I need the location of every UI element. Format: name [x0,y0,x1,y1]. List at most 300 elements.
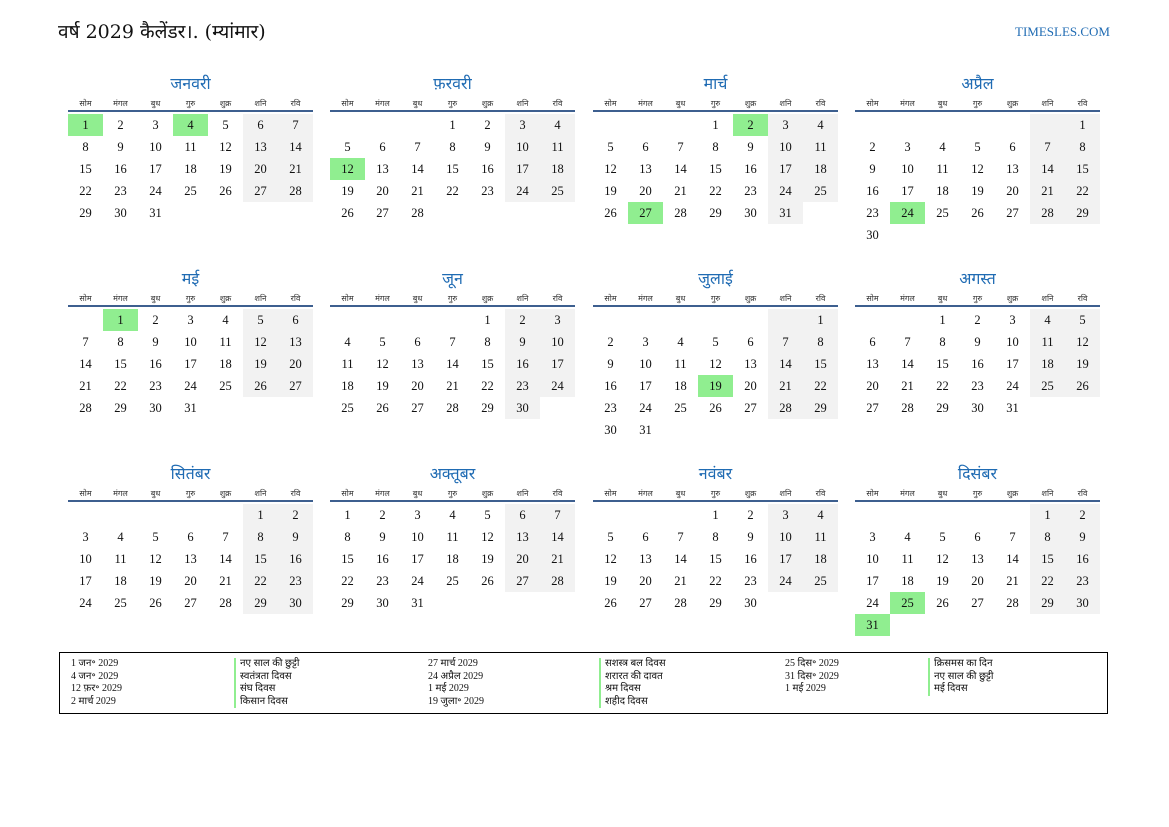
day-cell[interactable]: 8 [484,335,491,349]
day-cell[interactable]: 23 [376,574,389,588]
day-cell[interactable]: 1 [712,508,719,522]
day-cell[interactable]: 20 [243,158,278,180]
day-cell[interactable]: 29 [79,206,92,220]
day-cell[interactable]: 16 [278,548,313,570]
day-cell[interactable]: 30 [866,228,879,242]
day-cell[interactable]: 18 [219,357,232,371]
day-cell[interactable]: 16 [1065,548,1100,570]
day-cell[interactable]: 16 [505,353,540,375]
day-cell[interactable]: 11 [219,335,232,349]
day-cell[interactable]: 14 [674,552,687,566]
day-cell[interactable]: 28 [446,401,459,415]
day-cell[interactable]: 25 [803,570,838,592]
day-cell[interactable]: 18 [674,379,687,393]
day-cell[interactable]: 7 [222,530,229,544]
day-cell[interactable]: 19 [971,184,984,198]
day-cell[interactable]: 22 [1065,180,1100,202]
day-cell[interactable]: 18 [540,158,575,180]
day-cell[interactable]: 27 [866,401,879,415]
day-cell[interactable]: 15 [114,357,127,371]
day-cell[interactable]: 29 [243,592,278,614]
day-cell[interactable]: 22 [243,570,278,592]
day-cell[interactable]: 3 [1009,313,1016,327]
day-cell[interactable]: 16 [481,162,494,176]
day-cell[interactable]: 5 [243,309,278,331]
day-cell[interactable]: 11 [803,136,838,158]
day-cell[interactable]: 1 [243,504,278,526]
day-cell[interactable]: 15 [341,552,354,566]
day-cell[interactable]: 26 [243,375,278,397]
day-cell[interactable]: 9 [607,357,614,371]
day-cell[interactable]: 4 [803,114,838,136]
day-cell[interactable]: 9 [152,335,159,349]
day-cell[interactable]: 3 [904,140,911,154]
day-cell[interactable]: 15 [709,162,722,176]
day-cell[interactable]: 10 [540,331,575,353]
day-cell[interactable]: 10 [184,335,197,349]
day-cell[interactable]: 24 [639,401,652,415]
day-cell[interactable]: 23 [1065,570,1100,592]
day-cell[interactable]: 23 [114,184,127,198]
day-cell[interactable]: 20 [376,184,389,198]
day-cell[interactable]: 15 [79,162,92,176]
day-cell[interactable]: 1 [344,508,351,522]
day-cell[interactable]: 2 [117,118,124,132]
day-cell[interactable]: 25 [219,379,232,393]
day-cell[interactable]: 7 [414,140,421,154]
day-cell[interactable]: 19 [376,379,389,393]
day-cell[interactable]: 11 [540,136,575,158]
day-cell[interactable]: 6 [243,114,278,136]
day-cell[interactable]: 6 [414,335,421,349]
day-cell[interactable]: 14 [278,136,313,158]
day-cell[interactable]: 22 [341,574,354,588]
day-cell[interactable]: 10 [411,530,424,544]
day-cell[interactable]: 28 [278,180,313,202]
day-cell[interactable]: 14 [219,552,232,566]
day-cell[interactable]: 19 [341,184,354,198]
day-cell[interactable]: 26 [219,184,232,198]
day-cell[interactable]: 4 [677,335,684,349]
day-cell[interactable]: 28 [540,570,575,592]
day-cell[interactable]: 13 [376,162,389,176]
day-cell[interactable]: 5 [344,140,351,154]
day-cell[interactable]: 8 [82,140,89,154]
day-cell[interactable]: 7 [768,331,803,353]
day-cell[interactable]: 22 [803,375,838,397]
day-cell[interactable]: 28 [674,596,687,610]
day-cell[interactable]: 31 [639,423,652,437]
day-cell[interactable]: 3 [414,508,421,522]
day-cell[interactable]: 6 [379,140,386,154]
day-cell[interactable]: 14 [1030,158,1065,180]
day-cell[interactable]: 27 [639,596,652,610]
day-cell[interactable]: 8 [1030,526,1065,548]
day-cell[interactable]: 24 [184,379,197,393]
day-cell[interactable]: 30 [505,397,540,419]
day-cell[interactable]: 27 [411,401,424,415]
day-cell[interactable]: 5 [607,530,614,544]
day-cell[interactable]: 23 [866,206,879,220]
day-cell[interactable]: 12 [330,158,365,180]
day-cell[interactable]: 17 [901,184,914,198]
day-cell[interactable]: 10 [505,136,540,158]
day-cell[interactable]: 4 [344,335,351,349]
day-cell[interactable]: 28 [901,401,914,415]
day-cell[interactable]: 14 [1006,552,1019,566]
day-cell[interactable]: 30 [604,423,617,437]
day-cell[interactable]: 4 [222,313,229,327]
day-cell[interactable]: 15 [709,552,722,566]
day-cell[interactable]: 2 [869,140,876,154]
day-cell[interactable]: 6 [642,530,649,544]
day-cell[interactable]: 1 [484,313,491,327]
day-cell[interactable]: 4 [117,530,124,544]
day-cell[interactable]: 25 [184,184,197,198]
day-cell[interactable]: 12 [604,552,617,566]
day-cell[interactable]: 28 [411,206,424,220]
day-cell[interactable]: 8 [712,530,719,544]
day-cell[interactable]: 21 [901,379,914,393]
day-cell[interactable]: 25 [936,206,949,220]
day-cell[interactable]: 16 [376,552,389,566]
day-cell[interactable]: 19 [243,353,278,375]
day-cell[interactable]: 15 [936,357,949,371]
day-cell[interactable]: 29 [709,206,722,220]
day-cell[interactable]: 21 [1030,180,1065,202]
day-cell[interactable]: 11 [446,530,459,544]
day-cell[interactable]: 22 [1030,570,1065,592]
day-cell[interactable]: 2 [505,309,540,331]
day-cell[interactable]: 19 [481,552,494,566]
day-cell[interactable]: 6 [505,504,540,526]
day-cell[interactable]: 21 [674,184,687,198]
day-cell[interactable]: 11 [901,552,914,566]
day-cell[interactable]: 13 [866,357,879,371]
day-cell[interactable]: 17 [866,574,879,588]
day-cell[interactable]: 4 [939,140,946,154]
day-cell[interactable]: 10 [768,526,803,548]
day-cell[interactable]: 6 [747,335,754,349]
day-cell[interactable]: 19 [149,574,162,588]
day-cell[interactable]: 17 [768,548,803,570]
day-cell[interactable]: 2 [607,335,614,349]
day-cell[interactable]: 10 [768,136,803,158]
day-cell[interactable]: 26 [604,206,617,220]
day-cell[interactable]: 2 [278,504,313,526]
day-cell[interactable]: 14 [446,357,459,371]
day-cell[interactable]: 2 [484,118,491,132]
day-cell[interactable]: 1 [1065,114,1100,136]
day-cell[interactable]: 28 [674,206,687,220]
day-cell[interactable]: 12 [604,162,617,176]
day-cell[interactable]: 8 [117,335,124,349]
day-cell[interactable]: 5 [1065,309,1100,331]
day-cell[interactable]: 13 [639,552,652,566]
day-cell[interactable]: 22 [709,184,722,198]
day-cell[interactable]: 20 [505,548,540,570]
day-cell[interactable]: 12 [1065,331,1100,353]
day-cell[interactable]: 24 [149,184,162,198]
day-cell[interactable]: 30 [744,596,757,610]
day-cell[interactable]: 9 [505,331,540,353]
day-cell[interactable]: 4 [173,114,208,136]
day-cell[interactable]: 6 [187,530,194,544]
day-cell[interactable]: 8 [939,335,946,349]
day-cell[interactable]: 24 [890,202,925,224]
day-cell[interactable]: 20 [639,184,652,198]
day-cell[interactable]: 8 [449,140,456,154]
day-cell[interactable]: 5 [222,118,229,132]
day-cell[interactable]: 5 [152,530,159,544]
day-cell[interactable]: 3 [540,309,575,331]
day-cell[interactable]: 18 [341,379,354,393]
day-cell[interactable]: 10 [79,552,92,566]
day-cell[interactable]: 31 [184,401,197,415]
day-cell[interactable]: 6 [869,335,876,349]
day-cell[interactable]: 9 [869,162,876,176]
day-cell[interactable]: 27 [376,206,389,220]
day-cell[interactable]: 31 [411,596,424,610]
day-cell[interactable]: 25 [1030,375,1065,397]
day-cell[interactable]: 4 [803,504,838,526]
day-cell[interactable]: 16 [149,357,162,371]
day-cell[interactable]: 21 [411,184,424,198]
day-cell[interactable]: 12 [243,331,278,353]
day-cell[interactable]: 24 [79,596,92,610]
day-cell[interactable]: 28 [79,401,92,415]
day-cell[interactable]: 3 [642,335,649,349]
day-cell[interactable]: 8 [344,530,351,544]
day-cell[interactable]: 23 [744,574,757,588]
day-cell[interactable]: 18 [803,158,838,180]
day-cell[interactable]: 26 [936,596,949,610]
day-cell[interactable]: 25 [674,401,687,415]
day-cell[interactable]: 27 [278,375,313,397]
day-cell[interactable]: 16 [604,379,617,393]
day-cell[interactable]: 27 [744,401,757,415]
day-cell[interactable]: 1 [68,114,103,136]
day-cell[interactable]: 13 [971,552,984,566]
day-cell[interactable]: 22 [936,379,949,393]
day-cell[interactable]: 20 [639,574,652,588]
day-cell[interactable]: 25 [890,592,925,614]
day-cell[interactable]: 13 [1006,162,1019,176]
day-cell[interactable]: 29 [481,401,494,415]
day-cell[interactable]: 26 [709,401,722,415]
day-cell[interactable]: 19 [698,375,733,397]
day-cell[interactable]: 14 [411,162,424,176]
day-cell[interactable]: 23 [971,379,984,393]
day-cell[interactable]: 17 [639,379,652,393]
day-cell[interactable]: 30 [114,206,127,220]
day-cell[interactable]: 26 [149,596,162,610]
day-cell[interactable]: 25 [540,180,575,202]
day-cell[interactable]: 20 [278,353,313,375]
day-cell[interactable]: 31 [149,206,162,220]
day-cell[interactable]: 20 [971,574,984,588]
day-cell[interactable]: 17 [1006,357,1019,371]
day-cell[interactable]: 17 [184,357,197,371]
day-cell[interactable]: 18 [901,574,914,588]
day-cell[interactable]: 17 [768,158,803,180]
day-cell[interactable]: 2 [747,508,754,522]
day-cell[interactable]: 21 [768,375,803,397]
day-cell[interactable]: 4 [449,508,456,522]
day-cell[interactable]: 5 [607,140,614,154]
day-cell[interactable]: 23 [744,184,757,198]
day-cell[interactable]: 5 [484,508,491,522]
day-cell[interactable]: 11 [803,526,838,548]
day-cell[interactable]: 17 [411,552,424,566]
day-cell[interactable]: 24 [505,180,540,202]
day-cell[interactable]: 3 [187,313,194,327]
day-cell[interactable]: 9 [484,140,491,154]
day-cell[interactable]: 28 [768,397,803,419]
day-cell[interactable]: 9 [117,140,124,154]
day-cell[interactable]: 29 [341,596,354,610]
day-cell[interactable]: 9 [747,140,754,154]
day-cell[interactable]: 3 [505,114,540,136]
day-cell[interactable]: 28 [1006,596,1019,610]
day-cell[interactable]: 13 [184,552,197,566]
day-cell[interactable]: 19 [604,184,617,198]
day-cell[interactable]: 6 [974,530,981,544]
day-cell[interactable]: 7 [677,140,684,154]
day-cell[interactable]: 7 [82,335,89,349]
day-cell[interactable]: 12 [936,552,949,566]
day-cell[interactable]: 3 [768,504,803,526]
day-cell[interactable]: 16 [971,357,984,371]
day-cell[interactable]: 7 [1030,136,1065,158]
day-cell[interactable]: 29 [803,397,838,419]
day-cell[interactable]: 23 [149,379,162,393]
day-cell[interactable]: 14 [540,526,575,548]
day-cell[interactable]: 7 [904,335,911,349]
day-cell[interactable]: 26 [604,596,617,610]
day-cell[interactable]: 13 [243,136,278,158]
day-cell[interactable]: 8 [712,140,719,154]
day-cell[interactable]: 18 [936,184,949,198]
day-cell[interactable]: 29 [1065,202,1100,224]
day-cell[interactable]: 11 [936,162,949,176]
day-cell[interactable]: 15 [446,162,459,176]
day-cell[interactable]: 23 [278,570,313,592]
day-cell[interactable]: 31 [768,202,803,224]
day-cell[interactable]: 23 [604,401,617,415]
day-cell[interactable]: 26 [1065,375,1100,397]
day-cell[interactable]: 9 [1065,526,1100,548]
day-cell[interactable]: 12 [709,357,722,371]
day-cell[interactable]: 5 [712,335,719,349]
day-cell[interactable]: 6 [278,309,313,331]
day-cell[interactable]: 22 [709,574,722,588]
day-cell[interactable]: 23 [481,184,494,198]
day-cell[interactable]: 25 [803,180,838,202]
day-cell[interactable]: 15 [481,357,494,371]
day-cell[interactable]: 1 [939,313,946,327]
day-cell[interactable]: 18 [1030,353,1065,375]
day-cell[interactable]: 22 [114,379,127,393]
day-cell[interactable]: 27 [243,180,278,202]
day-cell[interactable]: 12 [376,357,389,371]
day-cell[interactable]: 12 [481,530,494,544]
day-cell[interactable]: 10 [639,357,652,371]
day-cell[interactable]: 29 [709,596,722,610]
day-cell[interactable]: 10 [149,140,162,154]
day-cell[interactable]: 5 [379,335,386,349]
day-cell[interactable]: 7 [540,504,575,526]
day-cell[interactable]: 30 [376,596,389,610]
day-cell[interactable]: 27 [184,596,197,610]
day-cell[interactable]: 11 [114,552,127,566]
day-cell[interactable]: 2 [1065,504,1100,526]
day-cell[interactable]: 1 [103,309,138,331]
day-cell[interactable]: 24 [866,596,879,610]
day-cell[interactable]: 24 [411,574,424,588]
day-cell[interactable]: 7 [449,335,456,349]
day-cell[interactable]: 21 [219,574,232,588]
day-cell[interactable]: 15 [243,548,278,570]
day-cell[interactable]: 3 [82,530,89,544]
day-cell[interactable]: 3 [768,114,803,136]
day-cell[interactable]: 24 [768,570,803,592]
day-cell[interactable]: 1 [803,309,838,331]
day-cell[interactable]: 21 [79,379,92,393]
day-cell[interactable]: 11 [184,140,197,154]
day-cell[interactable]: 6 [1009,140,1016,154]
day-cell[interactable]: 17 [540,353,575,375]
day-cell[interactable]: 19 [604,574,617,588]
day-cell[interactable]: 28 [219,596,232,610]
day-cell[interactable]: 13 [411,357,424,371]
day-cell[interactable]: 13 [639,162,652,176]
day-cell[interactable]: 3 [152,118,159,132]
day-cell[interactable]: 30 [971,401,984,415]
day-cell[interactable]: 25 [341,401,354,415]
day-cell[interactable]: 5 [974,140,981,154]
day-cell[interactable]: 2 [733,114,768,136]
day-cell[interactable]: 1 [712,118,719,132]
day-cell[interactable]: 21 [446,379,459,393]
day-cell[interactable]: 29 [1030,592,1065,614]
day-cell[interactable]: 3 [869,530,876,544]
day-cell[interactable]: 29 [114,401,127,415]
day-cell[interactable]: 1 [449,118,456,132]
site-link[interactable]: TIMESLES.COM [1015,24,1110,39]
day-cell[interactable]: 18 [184,162,197,176]
day-cell[interactable]: 26 [971,206,984,220]
day-cell[interactable]: 24 [1006,379,1019,393]
day-cell[interactable]: 21 [674,574,687,588]
day-cell[interactable]: 9 [278,526,313,548]
day-cell[interactable]: 8 [243,526,278,548]
day-cell[interactable]: 30 [149,401,162,415]
day-cell[interactable]: 20 [744,379,757,393]
day-cell[interactable]: 30 [1065,592,1100,614]
day-cell[interactable]: 11 [1030,331,1065,353]
day-cell[interactable]: 10 [1006,335,1019,349]
day-cell[interactable]: 8 [1065,136,1100,158]
day-cell[interactable]: 17 [149,162,162,176]
day-cell[interactable]: 27 [628,202,663,224]
day-cell[interactable]: 12 [219,140,232,154]
day-cell[interactable]: 4 [904,530,911,544]
day-cell[interactable]: 16 [866,184,879,198]
day-cell[interactable]: 11 [341,357,354,371]
day-cell[interactable]: 14 [768,353,803,375]
day-cell[interactable]: 2 [152,313,159,327]
